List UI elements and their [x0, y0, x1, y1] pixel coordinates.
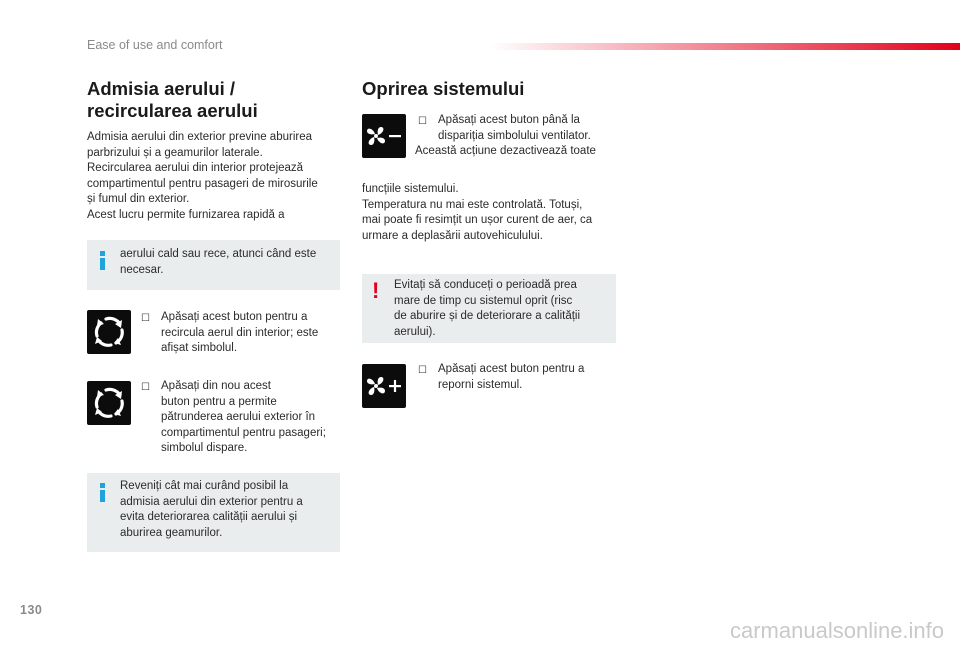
- recirculation-button-image: [87, 381, 131, 425]
- step-line: dispariția simbolului ventilator.: [438, 129, 591, 142]
- info-icon: [100, 483, 105, 502]
- note-line: Reveniți cât mai curând posibil la: [120, 480, 289, 492]
- step-line: reporni sistemul.: [438, 378, 523, 391]
- intro-line: compartimentul pentru pasageri de mirosurile: [87, 177, 318, 190]
- body-line: mai poate fi resimțit un ușor curent de aer, ca: [362, 214, 593, 226]
- step-line: simbolul dispare.: [161, 442, 248, 454]
- bullet-icon: ☐: [418, 116, 427, 127]
- step-line: pătrunderea aerului exterior în: [161, 411, 316, 423]
- recirculation-icon: [87, 381, 131, 425]
- section-heading-air-intake: Admisia aerului / recircularea aerului: [87, 78, 258, 121]
- note-line: admisia aerului din exterior pentru a: [120, 495, 303, 508]
- intro-line: Acest lucru permite furnizarea rapidă a: [87, 208, 285, 221]
- bullet-icon: ☐: [141, 313, 150, 324]
- intro-line: Admisia aerului din exterior previne aburirea: [87, 131, 313, 143]
- info-note-1: [87, 240, 340, 290]
- intro-paragraph: [87, 130, 347, 223]
- body-line: Temperatura nu mai este controlată. Totuși,: [362, 198, 583, 211]
- step-line: Apăsați acest buton pentru a: [161, 311, 308, 323]
- note-line: mare de timp cu sistemul oprit (risc: [394, 294, 573, 307]
- note-line: evita deteriorarea calității aerului și: [120, 511, 298, 523]
- step-outside-air: [161, 379, 346, 457]
- intro-line: și fumul din exterior.: [87, 193, 190, 205]
- step-line: Apăsați acest buton pentru a: [438, 363, 585, 375]
- step-line: Apăsați acest buton până la: [438, 114, 580, 126]
- fan-minus-icon: [362, 114, 406, 158]
- note-line: necesar.: [120, 263, 164, 276]
- step-line: recircula aerul din interior; este: [161, 326, 319, 339]
- fan-plus-button-image: [362, 364, 406, 408]
- body-line: urmare a deplasării autovehiculului.: [362, 229, 543, 242]
- recirculation-icon: [87, 310, 131, 354]
- section-heading-system-off: Oprirea sistemului: [362, 78, 525, 99]
- step-turn-off-continued: Această acțiune dezactivează toate: [415, 145, 596, 157]
- step-turn-off: [438, 113, 618, 144]
- note-line: de aburire și de deteriorare a calității: [394, 310, 581, 322]
- intro-line: parbrizului și a geamurilor laterale.: [87, 146, 263, 159]
- info-note-2: [87, 473, 340, 552]
- note-line: aerului cald sau rece, atunci când este: [120, 248, 317, 260]
- step-line: compartimentul pentru pasageri;: [161, 426, 326, 439]
- header-accent-bar: [490, 43, 960, 50]
- fan-minus-button-image: [362, 114, 406, 158]
- note-line: aburirea geamurilor.: [120, 526, 223, 539]
- recirculation-button-image: [87, 310, 131, 354]
- page-number: 130: [20, 603, 43, 617]
- warning-note: [362, 274, 616, 343]
- warning-icon: !: [372, 278, 380, 303]
- body-line: funcțiile sistemului.: [362, 183, 459, 195]
- note-line: Evitați să conduceți o perioadă prea: [394, 279, 577, 291]
- system-off-body: [362, 182, 622, 244]
- step-line: afișat simbolul.: [161, 342, 238, 354]
- bullet-icon: ☐: [141, 382, 150, 393]
- watermark: carmanualsonline.info: [730, 618, 945, 643]
- note-line: aerului).: [394, 325, 436, 338]
- step-recirculate: [161, 310, 346, 357]
- fan-plus-icon: [362, 364, 406, 408]
- step-line: Apăsați din nou acest: [161, 380, 271, 392]
- running-header: Ease of use and comfort: [87, 38, 223, 52]
- step-restart: [438, 362, 618, 393]
- intro-line: Recircularea aerului din interior protejează: [87, 162, 304, 174]
- step-line: buton pentru a permite: [161, 395, 277, 408]
- info-icon: [100, 251, 105, 270]
- bullet-icon: ☐: [418, 365, 427, 376]
